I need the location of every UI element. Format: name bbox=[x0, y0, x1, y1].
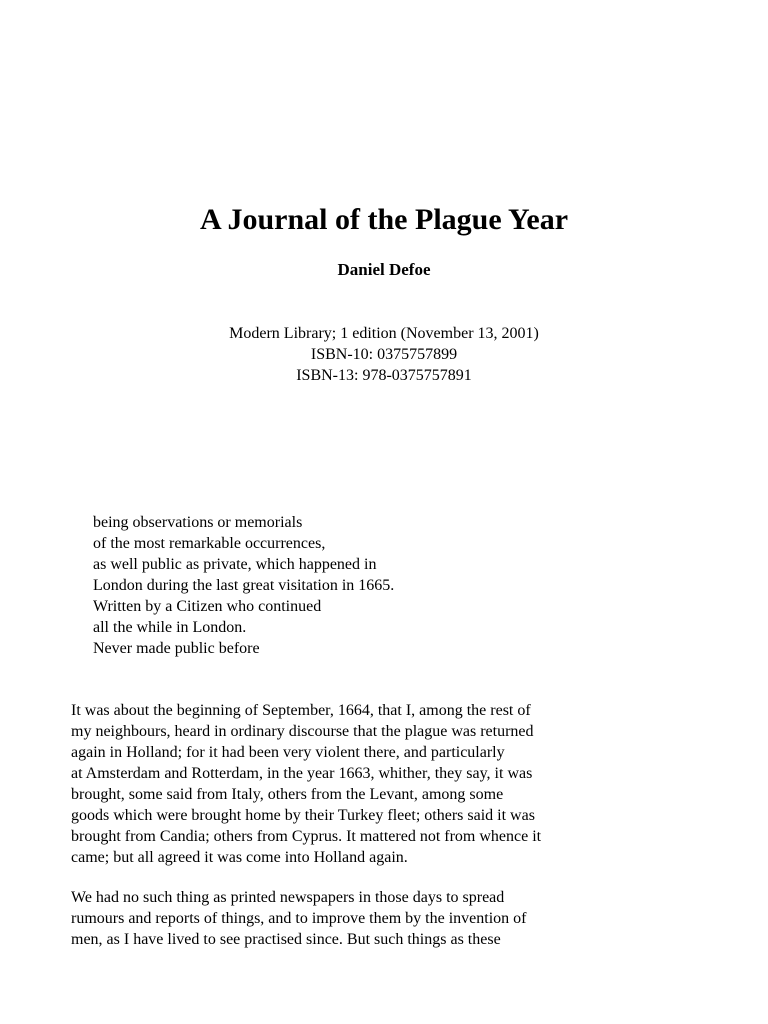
subtitle-line: being observations or memorials bbox=[93, 514, 303, 531]
paragraph-line: goods which were brought home by their Turkey fleet; others said it was bbox=[71, 807, 535, 824]
paragraph-line: my neighbours, heard in ordinary discourse that the plague was returned bbox=[71, 723, 534, 740]
paragraph-line: We had no such thing as printed newspapers in those days to spread bbox=[71, 889, 505, 906]
subtitle-line: Never made public before bbox=[93, 640, 260, 657]
subtitle-block bbox=[93, 512, 394, 659]
paragraph-line: brought from Candia; others from Cyprus. It mattered not from whence it bbox=[71, 828, 542, 845]
publication-isbn13: ISBN-13: 978-0375757891 bbox=[296, 367, 472, 384]
paragraph-line: It was about the beginning of September, 1664, that I, among the rest of bbox=[71, 702, 531, 719]
subtitle-line: of the most remarkable occurrences, bbox=[93, 535, 326, 552]
subtitle-line: Written by a Citizen who continued bbox=[93, 598, 322, 615]
paragraph-line: came; but all agreed it was come into Holland again. bbox=[71, 849, 408, 866]
book-author: Daniel Defoe bbox=[337, 260, 431, 279]
body-paragraph-1 bbox=[71, 700, 541, 868]
publication-isbn10: ISBN-10: 0375757899 bbox=[310, 346, 458, 363]
paragraph-line: men, as I have lived to see practised since. But such things as these bbox=[71, 931, 501, 948]
subtitle-line: all the while in London. bbox=[93, 619, 247, 636]
paragraph-line: again in Holland; for it had been very violent there, and particularly bbox=[71, 744, 505, 761]
subtitle-line: as well public as private, which happened in bbox=[93, 556, 377, 573]
book-title: A Journal of the Plague Year bbox=[199, 203, 569, 236]
publication-edition: Modern Library; 1 edition (November 13, 2001) bbox=[229, 325, 539, 342]
paragraph-line: at Amsterdam and Rotterdam, in the year 1663, whither, they say, it was bbox=[71, 765, 533, 782]
body-paragraph-2 bbox=[71, 887, 526, 950]
publication-info bbox=[0, 323, 768, 386]
subtitle-line: London during the last great visitation in 1665. bbox=[93, 577, 395, 594]
paragraph-line: brought, some said from Italy, others from the Levant, among some bbox=[71, 786, 504, 803]
paragraph-line: rumours and reports of things, and to improve them by the invention of bbox=[71, 910, 527, 927]
